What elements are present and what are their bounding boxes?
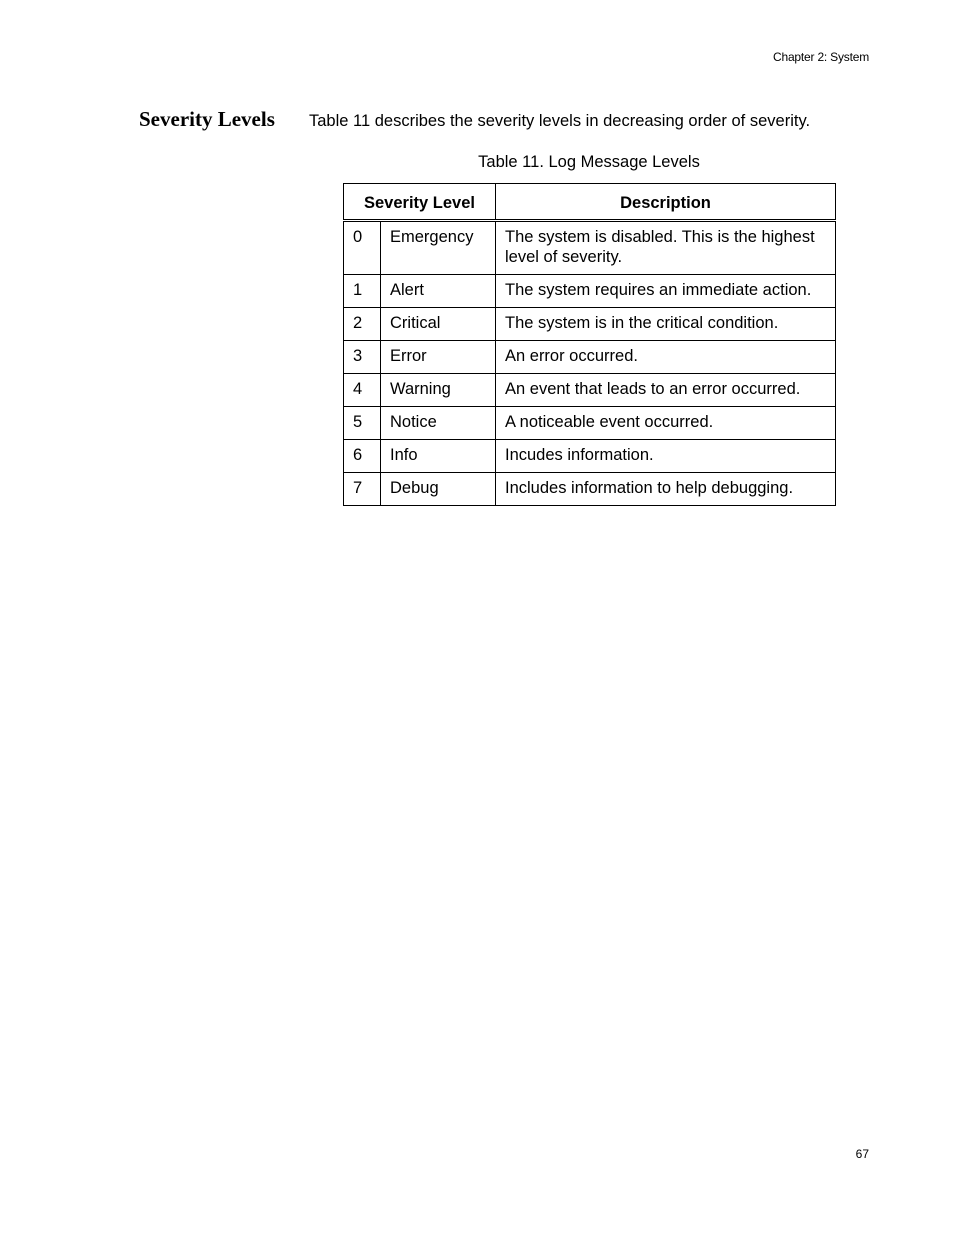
level-number: 0 (344, 221, 381, 275)
level-description: The system is in the critical condition. (496, 308, 836, 341)
level-description: Incudes information. (496, 440, 836, 473)
level-name: Emergency (381, 221, 496, 275)
level-number: 7 (344, 473, 381, 506)
table-row (344, 308, 836, 341)
intro-paragraph: Table 11 describes the severity levels in decreasing order of severity. (309, 112, 811, 130)
level-number: 1 (344, 275, 381, 308)
table-row (344, 221, 836, 275)
level-name: Info (381, 440, 496, 473)
level-name: Critical (381, 308, 496, 341)
running-header: Chapter 2: System (773, 50, 869, 64)
level-description: The system requires an immediate action. (496, 275, 836, 308)
column-header-description: Description (496, 184, 836, 221)
table-row (344, 275, 836, 308)
level-name: Error (381, 341, 496, 374)
level-number: 4 (344, 374, 381, 407)
level-name: Alert (381, 275, 496, 308)
severity-levels-table (343, 183, 836, 506)
level-name: Notice (381, 407, 496, 440)
level-number: 5 (344, 407, 381, 440)
level-description: The system is disabled. This is the highest level of severity. (496, 221, 836, 275)
level-name: Debug (381, 473, 496, 506)
level-description: Includes information to help debugging. (496, 473, 836, 506)
table-row (344, 341, 836, 374)
level-description: An event that leads to an error occurred. (496, 374, 836, 407)
table-row (344, 440, 836, 473)
table-caption: Table 11. Log Message Levels (478, 153, 700, 171)
section-heading: Severity Levels (139, 107, 275, 131)
level-description: A noticeable event occurred. (496, 407, 836, 440)
level-description: An error occurred. (496, 341, 836, 374)
page-number: 67 (855, 1147, 869, 1161)
level-number: 2 (344, 308, 381, 341)
table-header-row (344, 184, 836, 221)
level-number: 6 (344, 440, 381, 473)
table-row (344, 407, 836, 440)
column-header-severity-level: Severity Level (344, 184, 496, 221)
level-number: 3 (344, 341, 381, 374)
table-row (344, 473, 836, 506)
table-row (344, 374, 836, 407)
level-name: Warning (381, 374, 496, 407)
